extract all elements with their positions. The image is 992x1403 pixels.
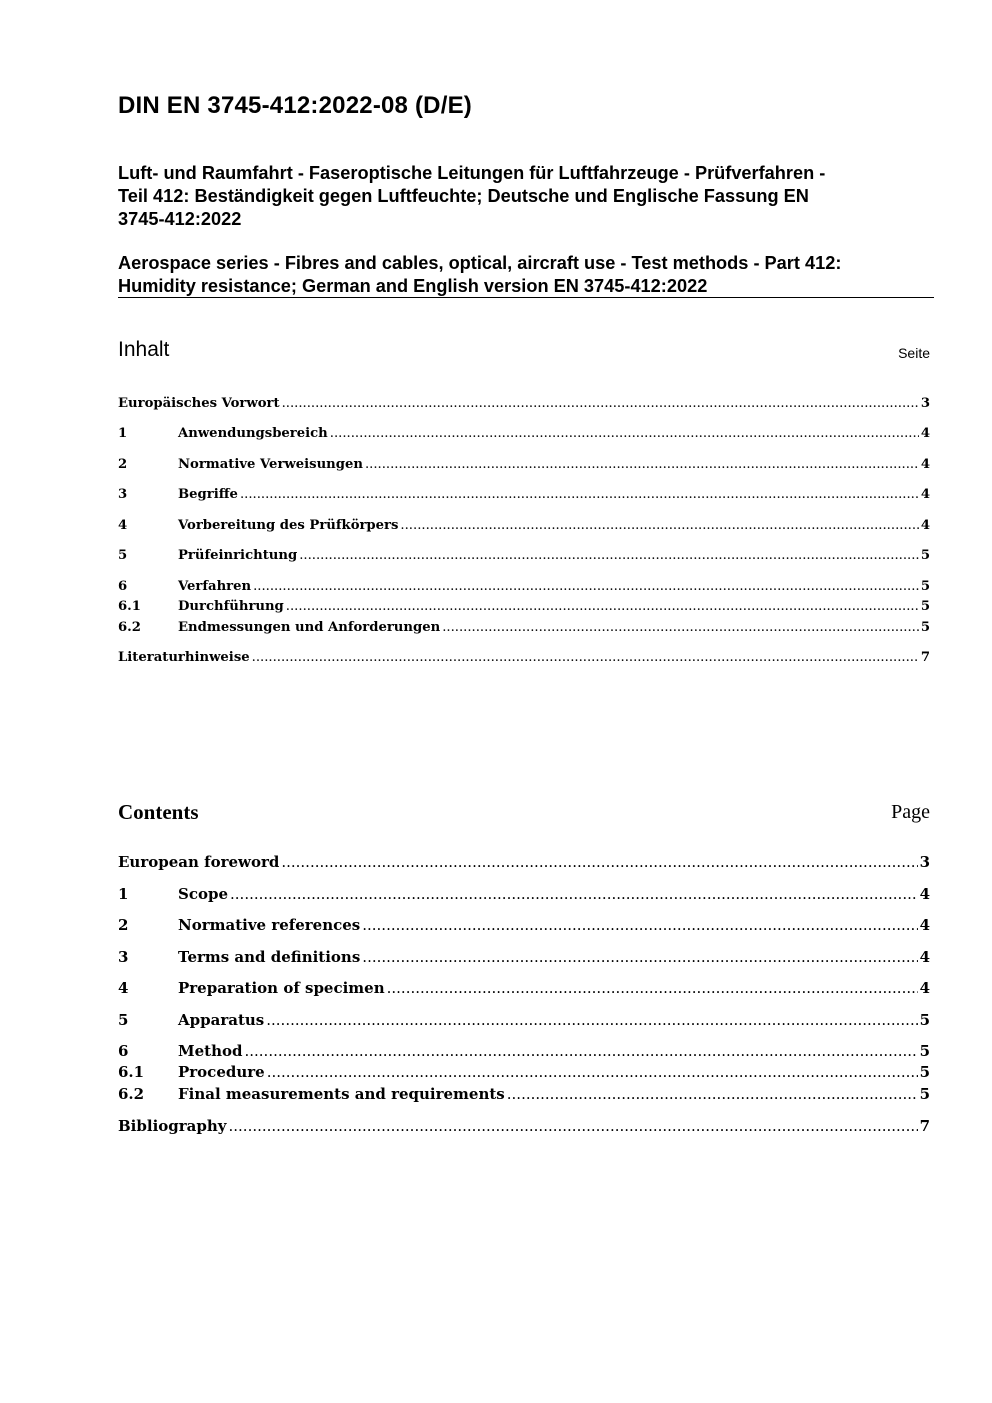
toc-entry[interactable]: [118, 396, 930, 416]
toc-entry[interactable]: [118, 916, 930, 936]
toc-leader-dots: [442, 620, 919, 635]
toc-entry-number: 4: [118, 979, 129, 997]
toc-entry-label: Literaturhinweise: [118, 650, 250, 665]
toc-entry-page: 4: [919, 979, 930, 997]
toc-entry-label: Normative references: [178, 916, 361, 934]
toc-leader-dots: [365, 457, 919, 472]
toc-entry-label: Terms and definitions: [178, 948, 361, 966]
toc-leader-dots: [266, 1011, 917, 1029]
toc-entry[interactable]: [118, 1063, 930, 1083]
toc-leader-dots: [400, 518, 918, 533]
toc-entry[interactable]: [118, 1011, 930, 1031]
toc-entry-number: 3: [118, 948, 129, 966]
toc-entry-page: 5: [920, 620, 930, 635]
toc-leader-dots: [229, 1117, 918, 1135]
toc-entry[interactable]: [118, 518, 930, 538]
toc-leader-dots: [299, 548, 919, 563]
document-id: DIN EN 3745-412:2022-08 (D/E): [118, 92, 472, 119]
toc-entry-page: 4: [920, 457, 930, 472]
toc-entry-label: Europäisches Vorwort: [118, 396, 280, 411]
toc-entry-label: Verfahren: [178, 579, 252, 594]
toc-english-header: [118, 800, 930, 828]
toc-entry-number: 2: [118, 916, 129, 934]
toc-entry-page: 5: [919, 1085, 930, 1103]
toc-entry[interactable]: [118, 620, 930, 640]
toc-entry-page: 7: [920, 650, 930, 665]
toc-entry-label: European foreword: [118, 853, 280, 871]
toc-entry-page: 3: [920, 396, 930, 411]
toc-entry-page: 4: [919, 948, 930, 966]
toc-entry-number: 6.1: [118, 1063, 145, 1081]
toc-leader-dots: [282, 396, 919, 411]
toc-entry[interactable]: [118, 1085, 930, 1105]
toc-entry-label: Apparatus: [178, 1011, 265, 1029]
toc-entry-number: 5: [118, 548, 128, 563]
toc-entry-label: Prüfeinrichtung: [178, 548, 298, 563]
toc-german-heading: Inhalt: [118, 338, 170, 361]
toc-leader-dots: [330, 426, 919, 441]
toc-entry-page: 4: [920, 426, 930, 441]
toc-leader-dots: [230, 885, 918, 903]
toc-entry[interactable]: [118, 457, 930, 477]
toc-leader-dots: [252, 650, 919, 665]
document-header: [118, 92, 934, 296]
toc-leader-dots: [240, 487, 919, 502]
title-english-line: Aerospace series - Fibres and cables, optical, aircraft use - Test methods - Part 412:: [118, 253, 842, 273]
toc-entry[interactable]: [118, 579, 930, 599]
toc-entry-label: Scope: [178, 885, 229, 903]
toc-english-page-label: Page: [891, 801, 930, 823]
toc-leader-dots: [267, 1063, 918, 1081]
header-divider: [118, 297, 934, 298]
title-english-line: Humidity resistance; German and English version EN 3745-412:2022: [118, 276, 708, 296]
toc-entry-page: 4: [920, 487, 930, 502]
toc-entry-page: 5: [920, 599, 930, 614]
toc-entry-number: 6.2: [118, 1085, 145, 1103]
toc-leader-dots: [362, 948, 917, 966]
toc-german-header: [118, 338, 930, 366]
toc-entry[interactable]: [118, 1117, 930, 1137]
title-german-line: 3745-412:2022: [118, 209, 242, 229]
toc-entry-page: 7: [919, 1117, 930, 1135]
toc-entry-label: Preparation of specimen: [178, 979, 385, 997]
toc-entry-number: 2: [118, 457, 128, 472]
toc-entry[interactable]: [118, 599, 930, 619]
toc-entry-label: Begriffe: [178, 487, 238, 502]
toc-entry-page: 4: [919, 885, 930, 903]
toc-entry-page: 5: [919, 1042, 930, 1060]
toc-entry-label: Final measurements and requirements: [178, 1085, 505, 1103]
toc-entry-page: 5: [919, 1011, 930, 1029]
toc-entry-page: 4: [920, 518, 930, 533]
toc-entry[interactable]: [118, 426, 930, 446]
toc-entry[interactable]: [118, 979, 930, 999]
toc-leader-dots: [362, 916, 917, 934]
toc-entry-number: 5: [118, 1011, 129, 1029]
toc-entry-label: Normative Verweisungen: [178, 457, 363, 472]
toc-leader-dots: [507, 1085, 918, 1103]
toc-entry-label: Method: [178, 1042, 243, 1060]
title-english: [118, 252, 918, 298]
toc-entry-label: Anwendungsbereich: [178, 426, 328, 441]
toc-leader-dots: [387, 979, 918, 997]
toc-entry-number: 6.2: [118, 620, 141, 635]
toc-entry-page: 5: [919, 1063, 930, 1081]
toc-entry-number: 3: [118, 487, 128, 502]
title-german: [118, 162, 918, 231]
toc-leader-dots: [253, 579, 919, 594]
toc-leader-dots: [281, 853, 917, 871]
toc-entry-label: Bibliography: [118, 1117, 227, 1135]
toc-entry-number: 4: [118, 518, 128, 533]
toc-entry-page: 3: [919, 853, 930, 871]
title-german-line: Teil 412: Beständigkeit gegen Luftfeuchte; Deutsche und Englische Fassung EN: [118, 186, 809, 206]
toc-entry-number: 6.1: [118, 599, 141, 614]
toc-entry-label: Endmessungen und Anforderungen: [178, 620, 441, 635]
toc-entry-number: 1: [118, 426, 128, 441]
toc-leader-dots: [244, 1042, 917, 1060]
toc-entry[interactable]: [118, 885, 930, 905]
toc-leader-dots: [286, 599, 919, 614]
toc-english-heading: Contents: [118, 800, 199, 824]
toc-entry-number: 6: [118, 1042, 129, 1060]
toc-entry[interactable]: [118, 487, 930, 507]
toc-entry-label: Procedure: [178, 1063, 265, 1081]
toc-entry-page: 5: [920, 579, 930, 594]
toc-entry-label: Durchführung: [178, 599, 284, 614]
toc-entry-page: 5: [920, 548, 930, 563]
toc-entry-number: 6: [118, 579, 128, 594]
toc-entry-page: 4: [919, 916, 930, 934]
toc-entry[interactable]: [118, 948, 930, 968]
toc-entry-label: Vorbereitung des Prüfkörpers: [178, 518, 399, 533]
toc-entry-number: 1: [118, 885, 129, 903]
toc-entry[interactable]: [118, 650, 930, 670]
toc-entry[interactable]: [118, 1042, 930, 1062]
toc-entry[interactable]: [118, 853, 930, 873]
toc-german-page-label: Seite: [898, 345, 930, 361]
title-german-line: Luft- und Raumfahrt - Faseroptische Leitungen für Luftfahrzeuge - Prüfverfahren -: [118, 163, 826, 183]
toc-entry[interactable]: [118, 548, 930, 568]
